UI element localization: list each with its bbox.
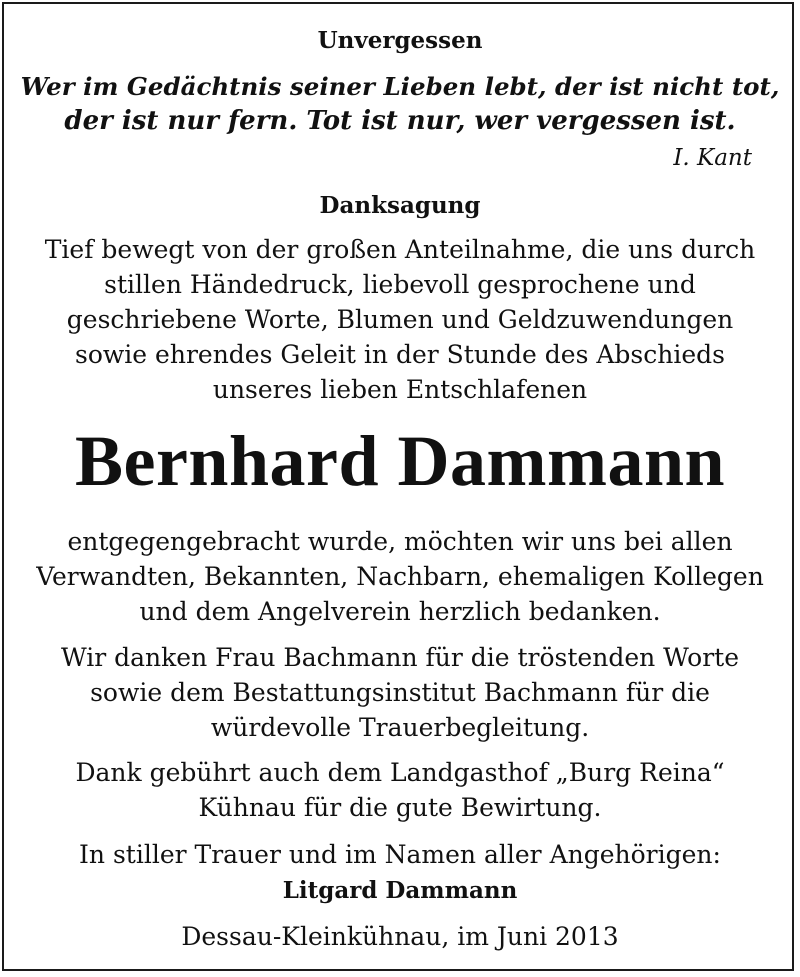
- inn-line: Kühnau für die gute Bewirtung.: [198, 793, 602, 822]
- thanks-title: Danksagung: [319, 192, 481, 219]
- signer-name: Litgard Dammann: [282, 877, 518, 904]
- deceased-name: Bernhard Dammann: [74, 421, 726, 501]
- intro-line: Tief bewegt von der großen Anteilnahme, die uns durch: [44, 235, 756, 264]
- funeral-line: Wir danken Frau Bachmann für die tröstenden Worte: [60, 643, 740, 672]
- intro-line: unseres lieben Entschlafenen: [212, 375, 588, 404]
- quote-line: Wer im Gedächtnis seiner Lieben lebt, der ist nicht tot,: [20, 72, 780, 101]
- thanks-line: Verwandten, Bekannten, Nachbarn, ehemaligen Kollegen: [36, 562, 764, 591]
- inn-line: Dank gebührt auch dem Landgasthof „Burg Reina“: [75, 758, 725, 787]
- funeral-line: würdevolle Trauerbegleitung.: [210, 713, 590, 742]
- closing-line: In stiller Trauer und im Namen aller Angehörigen:: [79, 840, 721, 869]
- quote-line: der ist nur fern. Tot ist nur, wer vergessen ist.: [64, 106, 736, 136]
- thanks-line: entgegengebracht wurde, möchten wir uns bei allen: [67, 527, 733, 556]
- thanks-line: und dem Angelverein herzlich bedanken.: [139, 597, 661, 626]
- intro-line: geschriebene Worte, Blumen und Geldzuwendungen: [66, 305, 734, 334]
- funeral-line: sowie dem Bestattungsinstitut Bachmann für die: [90, 678, 710, 707]
- intro-line: stillen Händedruck, liebevoll gesprochene und: [104, 270, 696, 299]
- place-date: Dessau-Kleinkühnau, im Juni 2013: [181, 922, 619, 951]
- intro-line: sowie ehrendes Geleit in der Stunde des Abschieds: [75, 340, 725, 369]
- header-title: Unvergessen: [317, 27, 483, 54]
- quote-author: I. Kant: [673, 145, 752, 171]
